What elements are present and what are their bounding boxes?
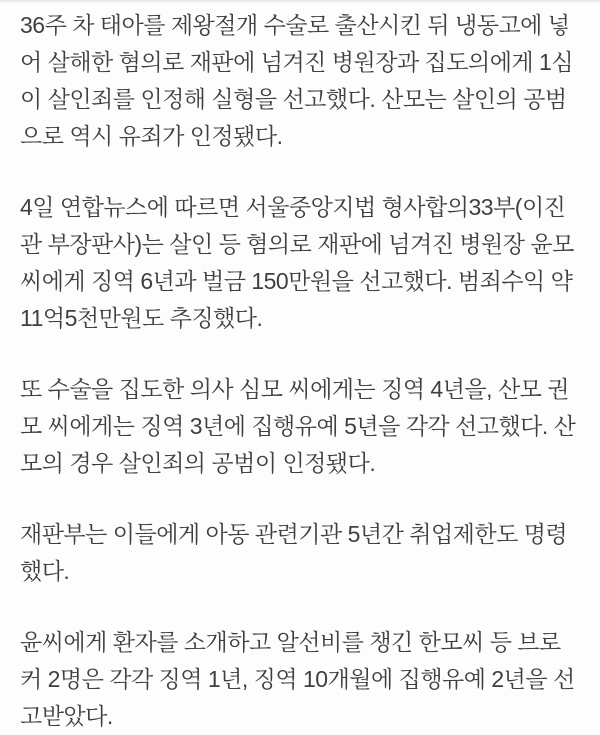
article-paragraph: 윤씨에게 환자를 소개하고 알선비를 챙긴 한모씨 등 브로커 2명은 각각 징역 1년, 징역 10개월에 집행유예 2년을 선고받았다. [20, 629, 575, 729]
article-paragraph: 재판부는 이들에게 아동 관련기관 5년간 취업제한도 명령했다. [20, 521, 568, 584]
article-paragraph: 36주 차 태아를 제왕절개 수술로 출산시킨 뒤 냉동고에 넣어 살해한 혐의로 재판에 넘겨진 병원장과 집도의에게 1심이 살인죄를 인정해 실형을 선고했다. 산모는 살인의 공범으로 역시 유죄가 인정됐다. [20, 12, 574, 149]
article-paragraph: 4일 연합뉴스에 따르면 서울중앙지법 형사합의33부(이진관 부장판사)는 살인 등 혐의로 재판에 넘겨진 병원장 윤모 씨에게 징역 6년과 벌금 150만원을 선고했다. 범죄수익 약 11억5천만원도 추징했다. [20, 194, 574, 331]
article-body [0, 3, 600, 735]
article-paragraph: 또 수술을 집도한 의사 심모 씨에게는 징역 4년을, 산모 권모 씨에게는 징역 3년에 집행유예 5년을 각각 선고했다. 산모의 경우 살인죄의 공범이 인정됐다. [20, 376, 576, 476]
